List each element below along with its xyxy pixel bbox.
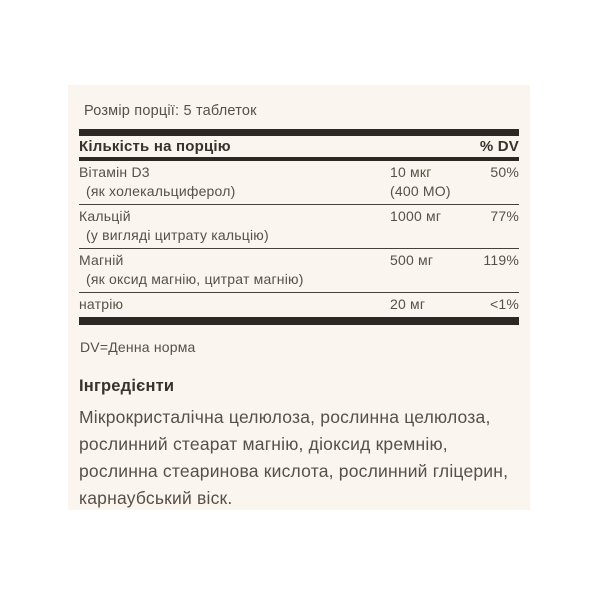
nutrient-amount-cell <box>390 251 461 289</box>
nutrient-amount: 500 мг <box>390 252 434 268</box>
nutrient-amount-cell <box>390 207 461 245</box>
nutrient-name-cell <box>79 163 390 201</box>
nutrient-amount-cell <box>390 163 461 201</box>
table-row <box>79 205 519 249</box>
table-header <box>79 136 519 157</box>
bottom-rule-bar <box>79 317 519 325</box>
nutrient-name: Кальцій <box>79 208 131 224</box>
nutrient-name-cell <box>79 251 390 289</box>
table-row <box>79 293 519 317</box>
nutrient-dv: 50% <box>490 164 519 180</box>
nutrient-table <box>79 161 519 317</box>
supplement-facts-panel <box>68 85 530 510</box>
nutrient-detail: (як оксид магнію, цитрат магнію) <box>86 271 304 287</box>
dv-footnote: DV=Денна норма <box>80 339 196 355</box>
nutrient-dv: <1% <box>489 296 519 312</box>
top-rule-bar <box>79 129 519 136</box>
nutrient-detail: (як холекальциферол) <box>86 183 236 199</box>
nutrient-name: Вітамін D3 <box>79 164 150 180</box>
nutrient-name: Магній <box>79 252 124 268</box>
dv-header: % DV <box>479 138 519 155</box>
ingredients-heading: Інгредієнти <box>79 377 175 395</box>
table-row <box>79 161 519 205</box>
nutrient-detail: (у вигляді цитрату кальцію) <box>86 227 269 243</box>
nutrient-amount: 20 мг <box>390 296 426 312</box>
nutrient-amount-secondary: (400 МО) <box>390 183 451 199</box>
nutrient-amount: 1000 мг <box>390 208 442 224</box>
ingredients-text: Мікрокристалічна целюлоза, рослинна целюлоза, рослинний стеарат магнію, діоксид кремнію, рослинна стеаринова кислота, рослинний гліцерин, карнаубський віск. <box>79 407 509 508</box>
nutrient-name: натрію <box>79 296 124 312</box>
serving-size-text: Розмір порції: 5 таблеток <box>84 103 257 119</box>
nutrient-amount-cell <box>390 295 461 314</box>
nutrient-name-cell <box>79 207 390 245</box>
nutrient-amount: 10 мкг <box>390 164 432 180</box>
nutrient-dv: 77% <box>490 208 519 224</box>
nutrient-dv: 119% <box>483 252 519 268</box>
table-row <box>79 249 519 293</box>
nutrient-name-cell <box>79 295 390 314</box>
amount-per-serving-header: Кількість на порцію <box>79 138 231 155</box>
